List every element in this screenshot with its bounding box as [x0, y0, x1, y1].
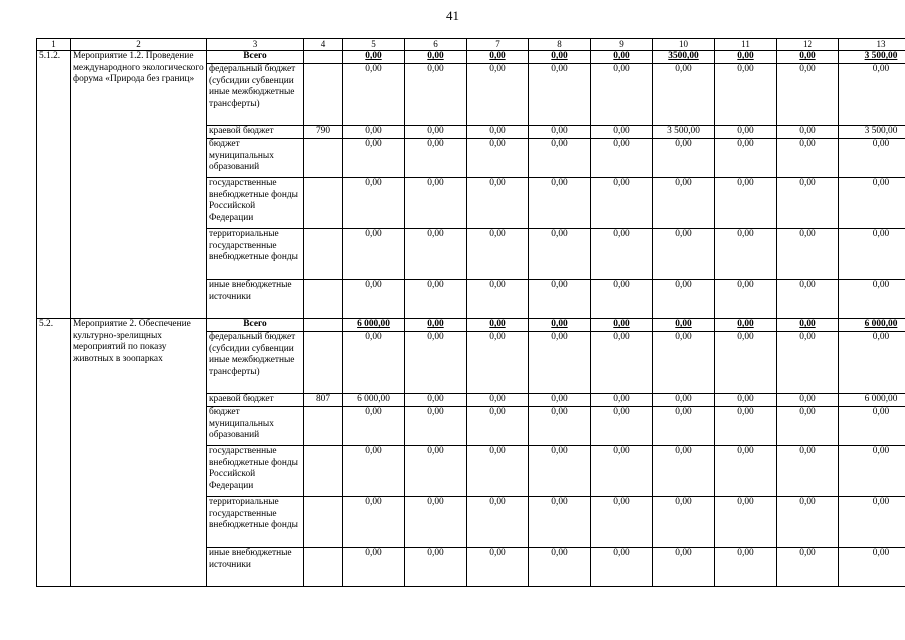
amount-cell: 3 500,00 — [653, 126, 715, 139]
amount-cell: 0,00 — [777, 280, 839, 319]
budget-code — [304, 139, 343, 178]
amount-cell: 0,00 — [591, 229, 653, 280]
amount-cell: 0,00 — [777, 446, 839, 497]
amount-cell: 0,00 — [529, 51, 591, 64]
column-header: 5 — [343, 39, 405, 51]
total-row — [37, 319, 905, 332]
amount-cell: 0,00 — [839, 178, 905, 229]
amount-cell: 0,00 — [467, 407, 529, 446]
amount-cell: 0,00 — [467, 332, 529, 394]
amount-cell: 0,00 — [591, 446, 653, 497]
budget-code — [304, 332, 343, 394]
amount-cell: 0,00 — [529, 64, 591, 126]
funding-source: краевой бюджет — [207, 394, 304, 407]
amount-cell: 0,00 — [777, 64, 839, 126]
amount-cell: 0,00 — [467, 319, 529, 332]
amount-cell: 0,00 — [653, 407, 715, 446]
budget-code — [304, 229, 343, 280]
amount-cell: 0,00 — [343, 497, 405, 548]
amount-cell: 0,00 — [653, 64, 715, 126]
amount-cell: 0,00 — [529, 497, 591, 548]
amount-cell: 0,00 — [405, 51, 467, 64]
amount-cell: 0,00 — [839, 407, 905, 446]
amount-cell: 3 500,00 — [839, 51, 905, 64]
amount-cell: 0,00 — [777, 139, 839, 178]
amount-cell: 0,00 — [839, 280, 905, 319]
column-header: 2 — [71, 39, 207, 51]
amount-cell: 0,00 — [529, 178, 591, 229]
amount-cell: 0,00 — [839, 497, 905, 548]
amount-cell: 0,00 — [343, 64, 405, 126]
amount-cell: 0,00 — [529, 332, 591, 394]
amount-cell: 0,00 — [715, 64, 777, 126]
column-header: 9 — [591, 39, 653, 51]
budget-code — [304, 51, 343, 64]
amount-cell: 0,00 — [591, 319, 653, 332]
amount-cell: 0,00 — [653, 548, 715, 587]
funding-source: федеральный бюджет (субсидии субвенции иные межбюджетные трансферты) — [207, 332, 304, 394]
amount-cell: 6 000,00 — [343, 394, 405, 407]
total-row — [37, 51, 905, 64]
column-header: 7 — [467, 39, 529, 51]
amount-cell: 0,00 — [343, 139, 405, 178]
amount-cell: 0,00 — [715, 178, 777, 229]
funding-source: государственные внебюджетные фонды Российской Федерации — [207, 178, 304, 229]
amount-cell: 0,00 — [591, 280, 653, 319]
amount-cell: 0,00 — [777, 394, 839, 407]
budget-code — [304, 407, 343, 446]
amount-cell: 0,00 — [343, 51, 405, 64]
funding-source: бюджет муниципальных образований — [207, 139, 304, 178]
amount-cell: 0,00 — [467, 178, 529, 229]
amount-cell: 0,00 — [529, 319, 591, 332]
amount-cell: 0,00 — [653, 394, 715, 407]
amount-cell: 0,00 — [529, 139, 591, 178]
amount-cell: 0,00 — [777, 229, 839, 280]
amount-cell: 0,00 — [777, 319, 839, 332]
amount-cell: 0,00 — [343, 178, 405, 229]
amount-cell: 0,00 — [839, 548, 905, 587]
amount-cell: 0,00 — [467, 229, 529, 280]
amount-cell: 0,00 — [715, 139, 777, 178]
amount-cell: 6 000,00 — [839, 319, 905, 332]
amount-cell: 0,00 — [343, 548, 405, 587]
amount-cell: 0,00 — [839, 446, 905, 497]
amount-cell: 0,00 — [777, 548, 839, 587]
amount-cell: 0,00 — [715, 51, 777, 64]
budget-code — [304, 64, 343, 126]
amount-cell: 0,00 — [715, 446, 777, 497]
amount-cell: 0,00 — [529, 407, 591, 446]
amount-cell: 0,00 — [405, 139, 467, 178]
amount-cell: 0,00 — [653, 139, 715, 178]
amount-cell: 0,00 — [405, 407, 467, 446]
amount-cell: 0,00 — [343, 126, 405, 139]
amount-cell: 0,00 — [529, 446, 591, 497]
budget-code — [304, 280, 343, 319]
column-header: 13 — [839, 39, 905, 51]
funding-source: государственные внебюджетные фонды Российской Федерации — [207, 446, 304, 497]
amount-cell: 0,00 — [591, 394, 653, 407]
amount-cell: 0,00 — [405, 497, 467, 548]
amount-cell: 0,00 — [715, 548, 777, 587]
item-number: 5.2. — [37, 319, 71, 587]
amount-cell: 0,00 — [529, 548, 591, 587]
budget-table — [36, 38, 905, 587]
amount-cell: 0,00 — [715, 497, 777, 548]
amount-cell: 0,00 — [467, 51, 529, 64]
budget-code: 790 — [304, 126, 343, 139]
amount-cell: 0,00 — [529, 394, 591, 407]
amount-cell: 0,00 — [715, 407, 777, 446]
budget-code — [304, 446, 343, 497]
funding-source: иные внебюджетные источники — [207, 548, 304, 587]
column-header: 1 — [37, 39, 71, 51]
amount-cell: 0,00 — [715, 280, 777, 319]
amount-cell: 0,00 — [467, 497, 529, 548]
column-header: 4 — [304, 39, 343, 51]
amount-cell: 0,00 — [591, 139, 653, 178]
amount-cell: 0,00 — [653, 319, 715, 332]
budget-code — [304, 497, 343, 548]
column-header: 12 — [777, 39, 839, 51]
amount-cell: 0,00 — [529, 229, 591, 280]
amount-cell: 0,00 — [591, 126, 653, 139]
amount-cell: 0,00 — [715, 332, 777, 394]
amount-cell: 0,00 — [839, 64, 905, 126]
amount-cell: 0,00 — [777, 407, 839, 446]
budget-code — [304, 548, 343, 587]
amount-cell: 0,00 — [653, 497, 715, 548]
amount-cell: 0,00 — [405, 178, 467, 229]
amount-cell: 0,00 — [591, 497, 653, 548]
amount-cell: 0,00 — [343, 280, 405, 319]
amount-cell: 0,00 — [591, 407, 653, 446]
amount-cell: 0,00 — [529, 280, 591, 319]
amount-cell: 0,00 — [467, 64, 529, 126]
amount-cell: 0,00 — [467, 126, 529, 139]
amount-cell: 0,00 — [405, 548, 467, 587]
amount-cell: 0,00 — [777, 51, 839, 64]
amount-cell: 0,00 — [591, 178, 653, 229]
amount-cell: 0,00 — [653, 280, 715, 319]
amount-cell: 0,00 — [839, 229, 905, 280]
funding-source: Всего — [207, 51, 304, 64]
funding-source: иные внебюджетные источники — [207, 280, 304, 319]
column-header: 11 — [715, 39, 777, 51]
amount-cell: 0,00 — [405, 319, 467, 332]
amount-cell: 0,00 — [405, 332, 467, 394]
amount-cell: 0,00 — [653, 332, 715, 394]
funding-source: территориальные государственные внебюджетные фонды — [207, 497, 304, 548]
event-name: Мероприятие 1.2. Проведение международного экологического форума «Природа без границ» — [71, 51, 207, 319]
amount-cell: 0,00 — [591, 548, 653, 587]
amount-cell: 0,00 — [777, 332, 839, 394]
budget-code: 807 — [304, 394, 343, 407]
amount-cell: 0,00 — [591, 64, 653, 126]
amount-cell: 0,00 — [405, 229, 467, 280]
amount-cell: 0,00 — [839, 332, 905, 394]
column-header: 6 — [405, 39, 467, 51]
amount-cell: 0,00 — [715, 126, 777, 139]
amount-cell: 0,00 — [591, 332, 653, 394]
funding-source: федеральный бюджет (субсидии субвенции иные межбюджетные трансферты) — [207, 64, 304, 126]
amount-cell: 3 500,00 — [839, 126, 905, 139]
amount-cell: 0,00 — [405, 280, 467, 319]
table-body — [37, 51, 905, 587]
amount-cell: 0,00 — [343, 446, 405, 497]
amount-cell: 0,00 — [467, 280, 529, 319]
amount-cell: 0,00 — [653, 446, 715, 497]
amount-cell: 0,00 — [343, 332, 405, 394]
amount-cell: 0,00 — [343, 407, 405, 446]
budget-code — [304, 178, 343, 229]
item-number: 5.1.2. — [37, 51, 71, 319]
amount-cell: 0,00 — [467, 446, 529, 497]
amount-cell: 3500,00 — [653, 51, 715, 64]
column-header: 8 — [529, 39, 591, 51]
amount-cell: 0,00 — [777, 178, 839, 229]
amount-cell: 0,00 — [405, 64, 467, 126]
amount-cell: 0,00 — [467, 548, 529, 587]
column-header: 3 — [207, 39, 304, 51]
page-number: 41 — [446, 8, 459, 23]
amount-cell: 0,00 — [653, 178, 715, 229]
funding-source: бюджет муниципальных образований — [207, 407, 304, 446]
amount-cell: 0,00 — [529, 126, 591, 139]
amount-cell: 0,00 — [343, 229, 405, 280]
amount-cell: 0,00 — [653, 229, 715, 280]
amount-cell: 0,00 — [405, 126, 467, 139]
column-header: 10 — [653, 39, 715, 51]
amount-cell: 0,00 — [715, 319, 777, 332]
amount-cell: 6 000,00 — [343, 319, 405, 332]
amount-cell: 0,00 — [467, 139, 529, 178]
amount-cell: 6 000,00 — [839, 394, 905, 407]
budget-code — [304, 319, 343, 332]
amount-cell: 0,00 — [777, 497, 839, 548]
amount-cell: 0,00 — [405, 446, 467, 497]
event-name: Мероприятие 2. Обеспечение культурно-зрелищных мероприятий по показу животных в зоопарках — [71, 319, 207, 587]
funding-source: краевой бюджет — [207, 126, 304, 139]
amount-cell: 0,00 — [715, 394, 777, 407]
amount-cell: 0,00 — [777, 126, 839, 139]
amount-cell: 0,00 — [467, 394, 529, 407]
funding-source: Всего — [207, 319, 304, 332]
amount-cell: 0,00 — [839, 139, 905, 178]
amount-cell: 0,00 — [715, 229, 777, 280]
amount-cell: 0,00 — [591, 51, 653, 64]
column-number-row — [37, 39, 905, 51]
funding-source: территориальные государственные внебюджетные фонды — [207, 229, 304, 280]
amount-cell: 0,00 — [405, 394, 467, 407]
